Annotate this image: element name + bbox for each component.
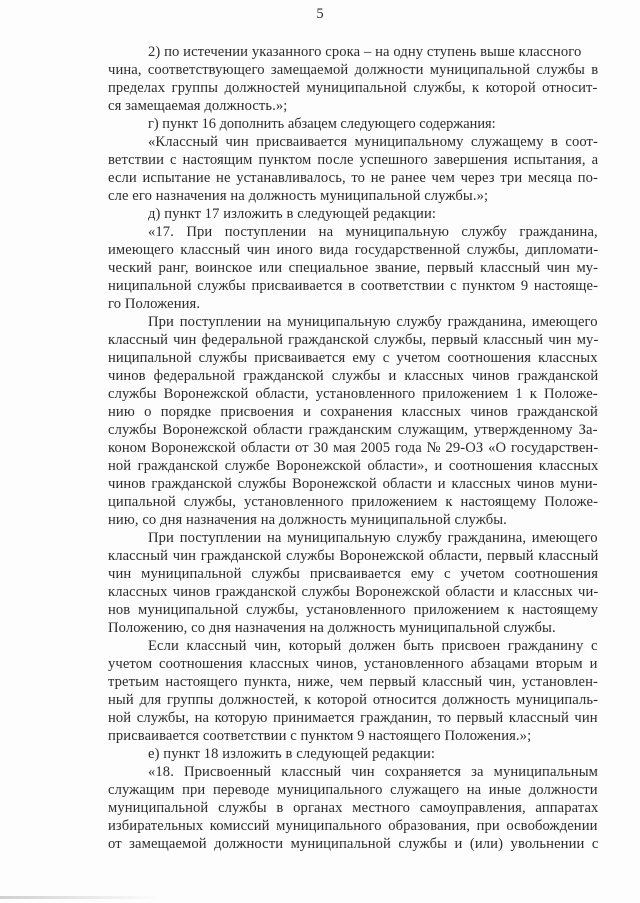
- text-line: от замещаемой должности муниципальной службы и (или) увольнении с: [108, 836, 599, 852]
- text-line: классных чинов гражданской службы Воронежской области и классных чи-: [108, 584, 599, 600]
- text-line: чина, соответствующего замещаемой должности муниципальной службы в: [108, 62, 599, 78]
- scan-edge-shadow: [0, 896, 160, 899]
- text-line: пределах группы должностей муниципальной службы, к которой относит-: [108, 80, 598, 96]
- text-line: муниципальной службы в органах местного самоуправления, аппаратах: [108, 800, 599, 816]
- text-line: г) пункт 16 дополнить абзацем следующего содержания:: [148, 116, 496, 132]
- text-line: чинов гражданской службы Воронежской области и классных чинов муни-: [108, 476, 598, 492]
- text-line: чин муниципальной службы присваивается ему с учетом соотношения: [108, 566, 599, 582]
- text-line: «Классный чин присваивается муниципальному служащему в соот-: [148, 134, 598, 150]
- text-line: При поступлении на муниципальную службу гражданина, имеющего: [148, 314, 598, 330]
- text-line: ветствии с настоящим пунктом после успешного завершения испытания, а: [108, 152, 599, 168]
- text-line: нию о порядке присвоения и сохранения классных чинов гражданской: [108, 404, 598, 420]
- text-line: присваивается соответствии с пунктом 9 настоящего Положения.»;: [108, 728, 532, 744]
- text-line: службы Воронежской области гражданским служащим, утвержденному За-: [108, 422, 598, 438]
- text-line: сле его назначения на должность муниципальной службы.»;: [108, 188, 489, 204]
- text-line: е) пункт 18 изложить в следующей редакции:: [148, 746, 436, 762]
- text-line: нов муниципальной службы, установленного приложением к настоящему: [108, 602, 599, 618]
- text-line: «17. При поступлении на муниципальную службу гражданина,: [148, 224, 598, 240]
- text-line: коном Воронежской области от 30 мая 2005 года № 29-ОЗ «О государствен-: [108, 440, 599, 456]
- text-line: имеющего классный чин иного вида государственной службы, дипломати-: [108, 242, 599, 258]
- text-line: ципальной службы, установленного приложением к настоящему Положе-: [108, 494, 599, 510]
- text-line: избирательных комиссий муниципального образования, при освобождении: [108, 818, 598, 834]
- text-line: ной службы, на которую принимается гражданин, то первый классный чин: [108, 710, 598, 726]
- text-line: ческий ранг, воинское или специальное звание, первый классный чин му-: [108, 260, 599, 276]
- text-line: классный чин федеральной гражданской службы, первый классный чин му-: [108, 332, 599, 348]
- text-line: третьим настоящего пункта, ниже, чем первый классный чин, установлен-: [108, 674, 598, 690]
- text-line: 2) по истечении указанного срока – на одну ступень выше классного: [148, 44, 582, 60]
- text-line: ной гражданской службе Воронежской области», и соотношения классных: [108, 458, 599, 474]
- text-line: «18. Присвоенный классный чин сохраняется за муниципальным: [148, 764, 598, 780]
- text-line: При поступлении на муниципальную службу гражданина, имеющего: [148, 530, 598, 546]
- text-line: учетом соотношения классных чинов, установленного абзацами вторым и: [108, 656, 598, 672]
- page-number: 5: [316, 6, 324, 22]
- text-line: Положению, со дня назначения на должность муниципальной службы.: [108, 620, 556, 636]
- text-line: если испытание не устанавливалось, то не ранее чем через три месяца по-: [108, 170, 598, 186]
- text-line: Если классный чин, который должен быть присвоен гражданину с: [148, 638, 598, 654]
- text-line: службы Воронежской области, установленного приложением 1 к Положе-: [108, 386, 598, 402]
- text-line: го Положения.: [108, 296, 201, 312]
- text-line: ниципальной службы присваивается в соответствии с пунктом 9 настояще-: [108, 278, 599, 294]
- text-line: нию, со дня назначения на должность муниципальной службы.: [108, 512, 507, 528]
- text-line: ся замещаемая должность.»;: [108, 98, 288, 114]
- text-line: служащим при переводе муниципального служащего на иные должности: [108, 782, 598, 798]
- text-line: ниципальной службы присваивается ему с учетом соотношения классных: [108, 350, 598, 366]
- text-line: чинов федеральной гражданской службы и классных чинов гражданской: [108, 368, 599, 384]
- text-line: д) пункт 17 изложить в следующей редакции:: [148, 206, 437, 222]
- text-line: классный чин гражданской службы Воронежской области, первый классный: [108, 548, 599, 564]
- text-line: ный для группы должностей, к которой относится должность муниципаль-: [108, 692, 599, 708]
